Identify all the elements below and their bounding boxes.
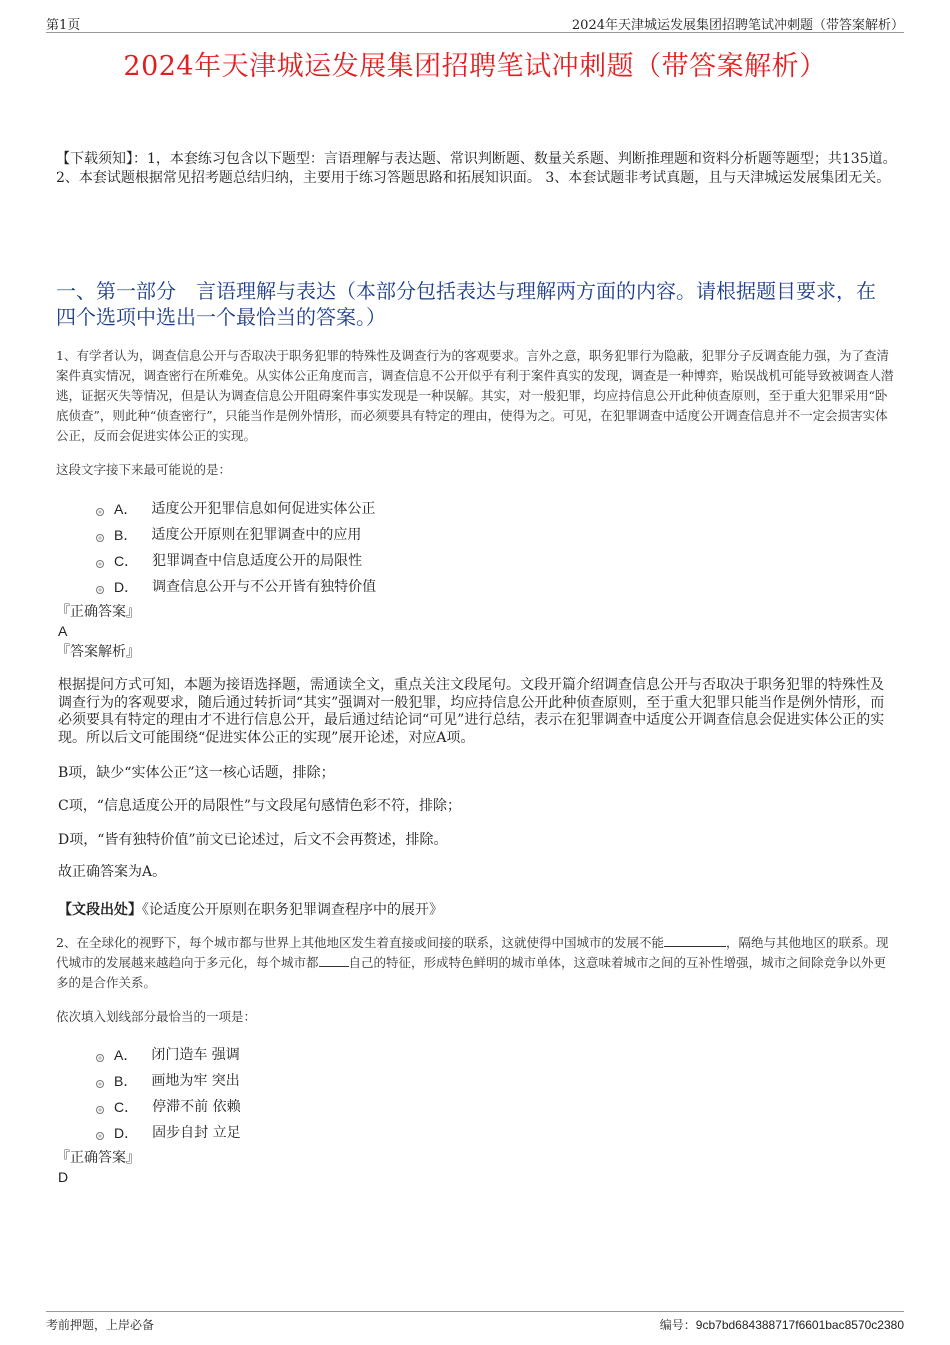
radio-icon[interactable] (96, 1054, 104, 1062)
option-letter: C． (114, 553, 139, 569)
question-1-options (96, 496, 376, 600)
code-label: 编号： (659, 1318, 696, 1332)
page-number: 第1页 (46, 18, 81, 33)
option-text: 适度公开犯罪信息如何促进实体公正 (151, 501, 376, 517)
analysis-paragraph: C项，“信息适度公开的局限性”与文段尾句感情色彩不符，排除； (58, 798, 462, 814)
question-2-part: 自己的特征，形成特色鲜明的城市单体，这意味着城市之间的互补性增强，城市之间除竞争以外更多的是合作关系。 (56, 955, 887, 990)
explanation-label: 『答案解析』 (56, 644, 140, 660)
fill-blank (664, 934, 726, 947)
code-value: 9cb7bd684388717f6601bac8570c2380 (695, 1318, 904, 1332)
question-2-options (96, 1042, 241, 1146)
document-title: 2024年天津城运发展集团招聘笔试冲刺题（带答案解析） (123, 51, 827, 82)
question-1-text: 1、有学者认为，调查信息公开与否取决于职务犯罪的特殊性及调查行为的客观要求。言外之意，职务犯罪行为隐蔽，犯罪分子反调查能力强，为了查清案件真实情况，调查密行在所难免。从实体公正角度而言，调查信息不公开似乎有利于案件真实的发现，调查是一种博弈，贻误战机可能导致被调查人潜逃，证据灭失等情况，但是认为调查信息公开阻碍案件事实发现是一种误解。其实，对一般犯罪，均应持信息公开此种侦查原则，至于重大犯罪采用“卧底侦查”，则此种“侦查密行”，只能当作是例外情形，而必须要具有特定的理由，使得为之。可见，在犯罪调查中适度公开调查信息并不一定会损害实体公正，反而会促进实体公正的实现。 (56, 348, 894, 443)
option-d[interactable] (96, 1120, 241, 1146)
option-letter: B． (114, 527, 138, 543)
option-a[interactable] (96, 496, 376, 522)
analysis-paragraph: D项，“皆有独特价值”前文已论述过，后文不会再赘述，排除。 (58, 832, 448, 848)
option-text: 固步自封 立足 (152, 1125, 241, 1141)
radio-icon[interactable] (96, 560, 104, 568)
source-title: 《论适度公开原则在职务犯罪调查程序中的展开》 (142, 902, 443, 918)
option-b[interactable] (96, 522, 376, 548)
option-letter: B． (114, 1073, 138, 1089)
footer-code (660, 1316, 904, 1333)
option-letter: D． (114, 1125, 139, 1141)
question-1-prompt: 这段文字接下来最可能说的是： (56, 462, 232, 477)
radio-icon[interactable] (96, 534, 104, 542)
radio-icon[interactable] (96, 586, 104, 594)
answer-value: A (58, 623, 68, 639)
radio-icon[interactable] (96, 1106, 104, 1114)
analysis-paragraph: 故正确答案为A。 (58, 864, 167, 880)
option-c[interactable] (96, 1094, 241, 1120)
answer-value: D (58, 1169, 69, 1185)
radio-icon[interactable] (96, 1132, 104, 1140)
radio-icon[interactable] (96, 1080, 104, 1088)
radio-icon[interactable] (96, 508, 104, 516)
question-2-part: ，隔绝与其他地区的联系。现代城市的发展越来越趋向于多元化，每个城市都 (56, 935, 889, 970)
option-letter: A． (114, 501, 138, 517)
question-2-prompt: 依次填入划线部分最恰当的一项是： (56, 1009, 257, 1024)
option-d[interactable] (96, 574, 376, 600)
option-letter: C． (114, 1099, 139, 1115)
question-2-text (56, 933, 898, 993)
answer-label: 『正确答案』 (56, 604, 140, 620)
option-c[interactable] (96, 548, 376, 574)
option-text: 犯罪调查中信息适度公开的局限性 (152, 553, 363, 569)
question-2-part: 2、在全球化的视野下，每个城市都与世界上其他地区发生着直接或间接的联系，这就使得中国城市的发展不能 (56, 935, 664, 950)
option-a[interactable] (96, 1042, 241, 1068)
page-footer (46, 1311, 904, 1334)
option-letter: D． (114, 579, 139, 595)
option-letter: A． (114, 1047, 138, 1063)
analysis-paragraph: B项，缺少“实体公正”这一核心话题，排除； (58, 765, 335, 781)
option-text: 闭门造车 强调 (151, 1047, 240, 1063)
download-notice: 【下载须知】：1，本套练习包含以下题型：言语理解与表达题、常识判断题、数量关系题、判断推理题和资料分析题等题型；共135道。 2、本套试题根据常见招考题总结归纳，主要用于练习答题思路和拓展知识面。 3、本套试题非考试真题，且与天津城运发展集团无关。 (56, 151, 897, 186)
option-b[interactable] (96, 1068, 241, 1094)
section-title: 一、第一部分 言语理解与表达（本部分包括表达与理解两方面的内容。请根据题目要求，在四个选项中选出一个最恰当的答案。） (56, 279, 876, 329)
footer-slogan: 考前押题，上岸必备 (46, 1318, 155, 1332)
page-header (46, 14, 904, 33)
option-text: 画地为牢 突出 (151, 1073, 240, 1089)
option-text: 适度公开原则在犯罪调查中的应用 (151, 527, 362, 543)
option-text: 调查信息公开与不公开皆有独特价值 (152, 579, 377, 595)
header-doc-title: 2024年天津城运发展集团招聘笔试冲刺题（带答案解析） (571, 18, 904, 33)
analysis-paragraph: 根据提问方式可知，本题为接语选择题，需通读全文，重点关注文段尾句。文段开篇介绍调查信息公开与否取决于职务犯罪的特殊性及调查行为的客观要求，随后通过转折词“其实”强调对一般犯罪，均应持信息公开此种侦查原则，至于重大犯罪只能当作是例外情形，而必须要具有特定的理由才不进行信息公开，最后通过结论词“可见”进行总结，表示在犯罪调查中适度公开调查信息会促进实体公正的实现。所以后文可能围绕“促进实体公正的实现”展开论述，对应A项。 (58, 677, 885, 746)
source-label: 【文段出处】 (58, 902, 142, 918)
option-text: 停滞不前 依赖 (152, 1099, 241, 1115)
fill-blank (319, 954, 349, 967)
answer-label: 『正确答案』 (56, 1150, 140, 1166)
source-citation (58, 899, 443, 919)
